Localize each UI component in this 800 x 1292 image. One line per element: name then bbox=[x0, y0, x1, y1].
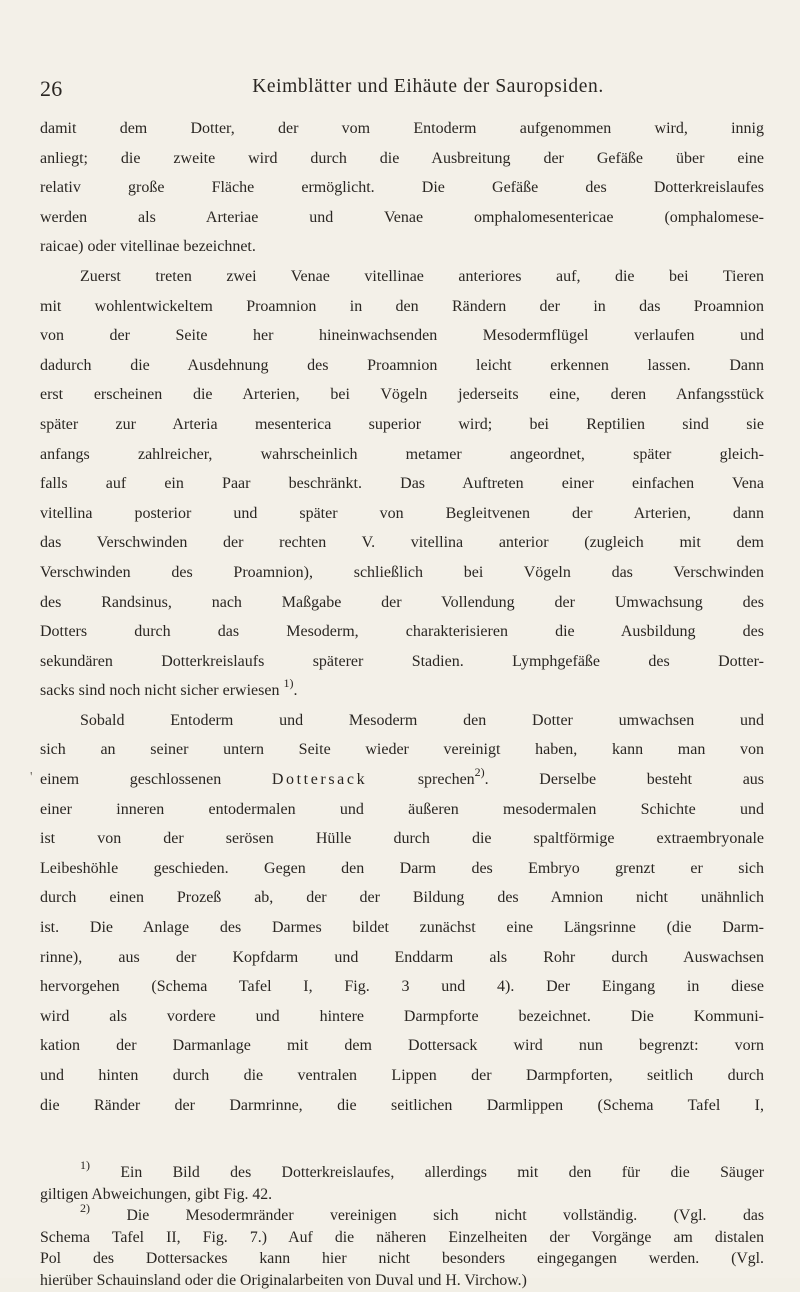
text-line: hervorgehen (Schema Tafel I, Fig. 3 und 4). Der Eingang in diese bbox=[40, 978, 764, 996]
footnote-2-line: $^{2)}$ Die Mesodermränder vereinigen sich nicht vollständig. (Vgl. das bbox=[80, 1201, 764, 1225]
text-line: Verschwinden des Proamnion), schließlich bei Vögeln das Verschwinden bbox=[40, 563, 764, 581]
footnote-marker-1: 1) bbox=[80, 1158, 90, 1172]
paragraph-start-line: Sobald Entoderm und Mesoderm den Dotter umwachsen und bbox=[80, 711, 764, 729]
footnotes bbox=[40, 1158, 765, 1292]
text-line: und hinten durch die ventralen Lippen der Darmpforten, seitlich durch bbox=[40, 1067, 764, 1084]
text-line: damit dem Dotter, der vom Entoderm aufgenommen wird, innig bbox=[40, 120, 764, 137]
footnote-2-line: Schema Tafel II, Fig. 7.) Auf die näheren Einzelheiten der Vorgänge am distalen bbox=[40, 1228, 764, 1246]
footnote-ref-2: 2) bbox=[474, 765, 485, 780]
text-line bbox=[40, 765, 765, 801]
text-line: kation der Darmanlage mit dem Dottersack wird nun begrenzt: vorn bbox=[40, 1037, 764, 1055]
text-fragment: sprechen bbox=[417, 771, 475, 789]
text-line: sacks sind noch nicht sicher erwiesen $^{1)}$. bbox=[40, 676, 298, 700]
margin-mark: ' bbox=[30, 770, 33, 785]
footnote-marker-2: 2) bbox=[80, 1201, 90, 1216]
text-line: sekundären Dotterkreislaufs späterer Stadien. Lymphgefäße des Dotter- bbox=[40, 652, 764, 670]
text-line: dadurch die Ausdehnung des Proamnion leicht erkennen lassen. Dann bbox=[40, 356, 764, 374]
page-number: 26 bbox=[40, 76, 63, 101]
text-line: ist von der serösen Hülle durch die spaltförmige extraembryonale bbox=[40, 830, 764, 848]
footnote-2-line: hierüber Schauinsland oder die Originalarbeiten von Duval und H. Virchow.) bbox=[40, 1271, 527, 1289]
text-line: ist. Die Anlage des Darmes bildet zunächst eine Längsrinne (die Darm- bbox=[40, 919, 764, 937]
text-line: Dotters durch das Mesoderm, charakterisieren die Ausbildung des bbox=[40, 623, 764, 641]
text-line: relativ große Fläche ermöglicht. Die Gefäße des Dotterkreislaufes bbox=[40, 179, 764, 197]
text-line: anliegt; die zweite wird durch die Ausbreitung der Gefäße über eine bbox=[40, 149, 764, 167]
body-text bbox=[40, 120, 764, 1126]
footnote-ref-1: 1) bbox=[283, 676, 294, 691]
text-line: die Ränder der Darmrinne, die seitlichen Darmlippen (Schema Tafel I, bbox=[40, 1096, 764, 1114]
text-line: wird als vordere und hintere Darmpforte bezeichnet. Die Kommuni- bbox=[40, 1007, 764, 1025]
running-header bbox=[40, 76, 760, 110]
text-fragment: sacks sind noch nicht sicher erwiesen bbox=[40, 682, 280, 700]
text-line: anfangs zahlreicher, wahrscheinlich metamer angeordnet, später gleich- bbox=[40, 445, 764, 463]
text-line: Leibeshöhle geschieden. Gegen den Darm des Embryo grenzt er sich bbox=[40, 859, 764, 877]
text-line: des Randsinus, nach Maßgabe der Vollendung der Umwachsung des bbox=[40, 593, 764, 611]
text-line: falls auf ein Paar beschränkt. Das Auftreten einer einfachen Vena bbox=[40, 475, 764, 493]
running-title: Keimblätter und Eihäute der Sauropsiden. bbox=[252, 76, 604, 97]
emphasized-term: Dottersack bbox=[271, 771, 368, 789]
text-line: das Verschwinden der rechten V. vitellina anterior (zugleich mit dem bbox=[40, 534, 764, 552]
text-line: rinne), aus der Kopfdarm und Enddarm als Rohr durch Auswachsen bbox=[40, 948, 764, 966]
text-line: später zur Arteria mesenterica superior wird; bei Reptilien sind sie bbox=[40, 415, 764, 433]
text-line: werden als Arteriae und Venae omphalomesentericae (omphalomese- bbox=[40, 208, 764, 226]
text-line: erst erscheinen die Arterien, bei Vögeln jederseits eine, deren Anfangsstück bbox=[40, 386, 764, 404]
footnote-1-line: $^{1)}$ Ein Bild des Dotterkreislaufes, allerdings mit den für die Säuger bbox=[80, 1158, 765, 1181]
text-line: mit wohlentwickeltem Proamnion in den Rändern der in das Proamnion bbox=[40, 297, 764, 315]
text-fragment: . Derselbe besteht aus bbox=[484, 771, 765, 789]
footnote-1-line: giltigen Abweichungen, gibt Fig. 42. bbox=[40, 1185, 273, 1203]
text-line: einer inneren entodermalen und äußeren mesodermalen Schichte und bbox=[40, 800, 764, 818]
text-line: raicae) oder vitellinae bezeichnet. bbox=[40, 238, 256, 256]
text-line: sich an seiner untern Seite wieder vereinigt haben, kann man von bbox=[40, 741, 764, 759]
text-line: von der Seite her hineinwachsenden Mesodermflügel verlaufen und bbox=[40, 327, 764, 345]
text-fragment: einem geschlossenen bbox=[40, 771, 222, 789]
text-line: durch einen Prozeß ab, der der Bildung des Amnion nicht unähnlich bbox=[40, 889, 764, 907]
text-line: vitellina posterior und später von Begleitvenen der Arterien, dann bbox=[40, 504, 764, 522]
footnote-2-line: Pol des Dottersackes kann hier nicht besonders eingegangen werden. (Vgl. bbox=[40, 1250, 764, 1268]
paragraph-start-line: Zuerst treten zwei Venae vitellinae anteriores auf, die bei Tieren bbox=[80, 267, 764, 285]
